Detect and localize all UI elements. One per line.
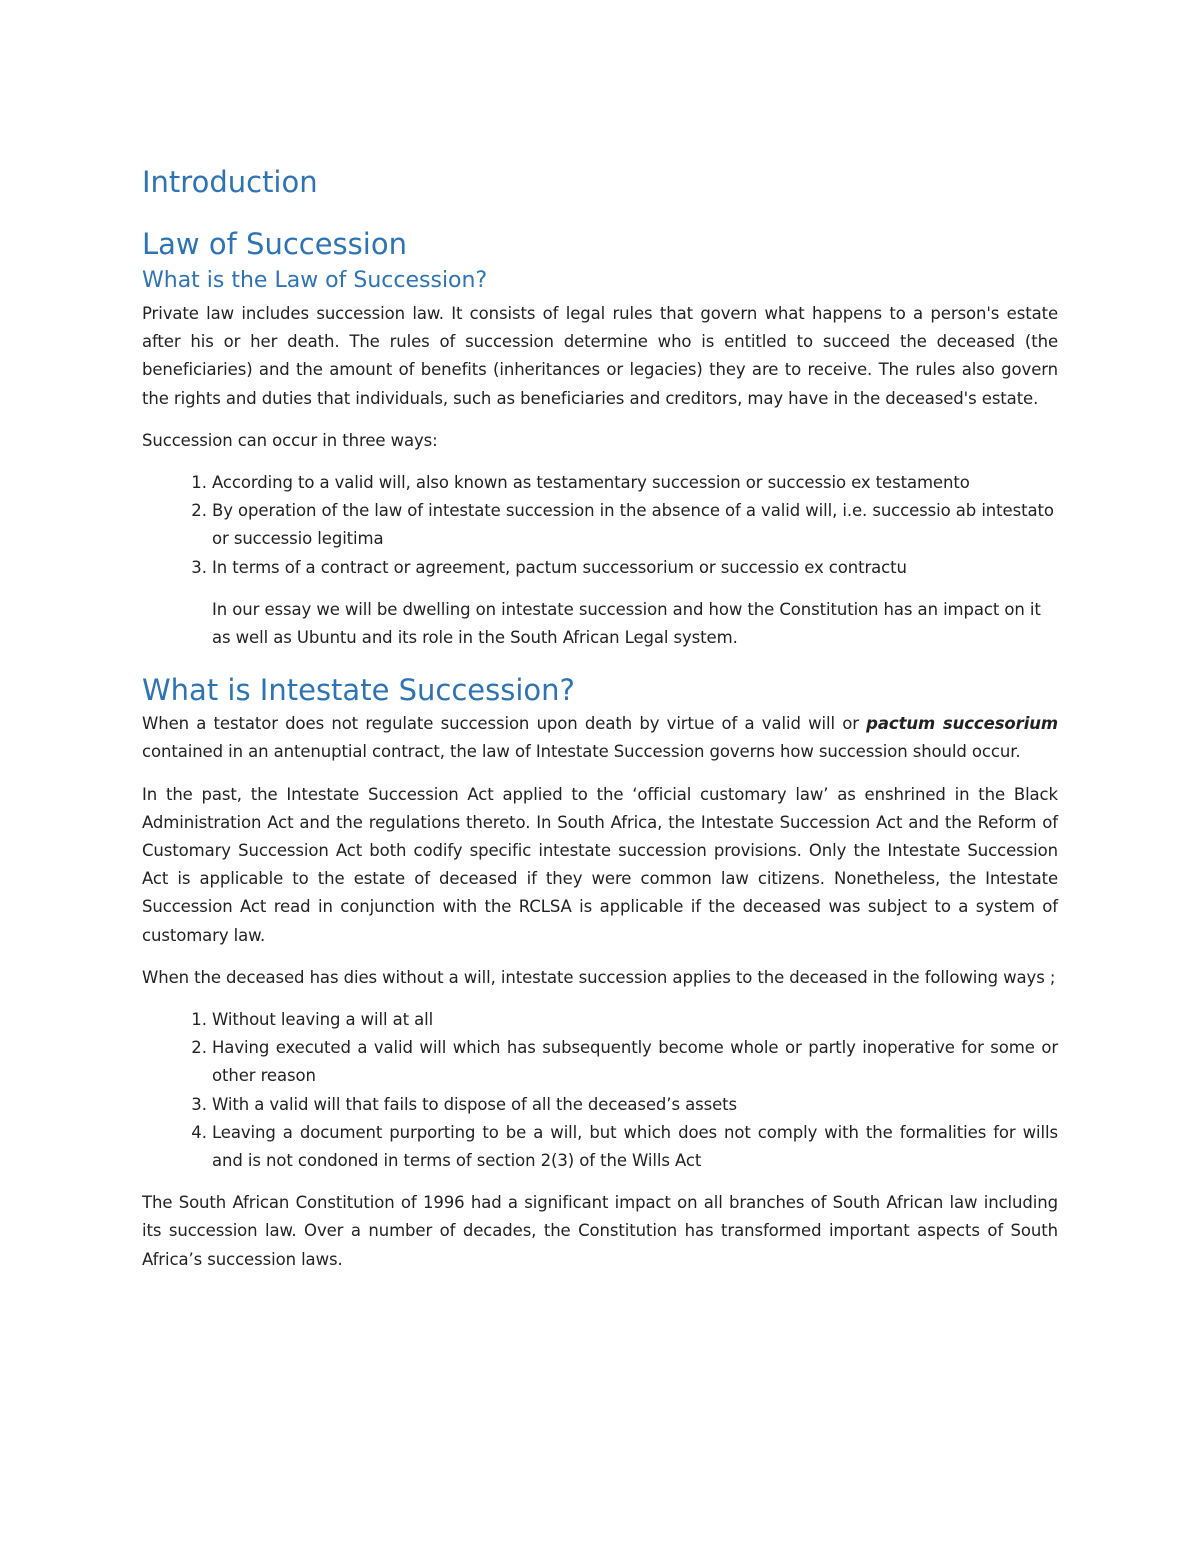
list-item: 2. Having executed a valid will which has subsequently become whole or partly inoperative for some or other reason — [212, 1034, 1058, 1090]
list-item: 3. In terms of a contract or agreement, pactum successorium or successio ex contractu — [212, 554, 1058, 582]
list-item: 2. By operation of the law of intestate succession in the absence of a valid will, i.e. successio ab intestato or successio legitima — [212, 497, 1058, 553]
list-item: 4. Leaving a document purporting to be a will, but which does not comply with the formalities for wills and is not condoned in terms of section 2(3) of the Wills Act — [212, 1119, 1058, 1175]
text-segment: contained in an antenuptial contract, the law of Intestate Succession governs how succession should occur. — [142, 742, 1021, 762]
document-page — [142, 162, 1058, 1288]
list-succession-ways — [142, 469, 1058, 582]
paragraph-constitution: The South African Constitution of 1996 had a significant impact on all branches of South African law including its succession law. Over a number of decades, the Constitution has transformed important aspects of South Africa’s succession laws. — [142, 1193, 1058, 1269]
paragraph-essay-scope: In our essay we will be dwelling on intestate succession and how the Constitution has an impact on it as well as Ubuntu and its role in the South African Legal system. — [212, 599, 1041, 648]
heading-law-of-succession: Law of Succession — [142, 227, 407, 261]
paragraph-history: In the past, the Intestate Succession Act applied to the ‘official customary law’ as enshrined in the Black Administration Act and the regulations thereto. In South Africa, the Intestate Succession Act and the Reform of Customary Succession Act both codify specific intestate succession provisions. Only the Intestate Succession Act is applicable to the estate of deceased if they were common law citizens. Nonetheless, the Intestate Succession Act read in conjunction with the RCLSA is applicable if the deceased was subject to a system of customary law. — [142, 784, 1058, 945]
heading-what-is-intestate-succession: What is Intestate Succession? — [142, 673, 575, 708]
list-item: 1. Without leaving a will at all — [212, 1006, 1058, 1034]
list-item: 1. According to a valid will, also known as testamentary succession or successio ex testamento — [212, 469, 1058, 497]
emphasis-pactum-succesorium: pactum succesorium — [866, 714, 1058, 734]
list-item: 3. With a valid will that fails to dispose of all the deceased’s assets — [212, 1091, 1058, 1119]
paragraph-ways-intro: When the deceased has dies without a will, intestate succession applies to the deceased in the following ways ; — [142, 967, 1056, 987]
heading-what-is-law-of-succession: What is the Law of Succession? — [142, 268, 488, 293]
text-segment: When a testator does not regulate succession upon death by virtue of a valid will or — [142, 714, 867, 734]
paragraph-three-ways: Succession can occur in three ways: — [142, 430, 438, 450]
list-intestate-ways — [142, 1006, 1058, 1175]
paragraph-testator — [142, 710, 1058, 766]
paragraph-private-law: Private law includes succession law. It consists of legal rules that govern what happens to a person's estate after his or her death. The rules of succession determine who is entitled to succeed the deceased (the beneficiaries) and the amount of benefits (inheritances or legacies) they are to receive. The rules also govern the rights and duties that individuals, such as beneficiaries and creditors, may have in the deceased's estate. — [142, 304, 1058, 408]
heading-introduction: Introduction — [142, 165, 318, 199]
